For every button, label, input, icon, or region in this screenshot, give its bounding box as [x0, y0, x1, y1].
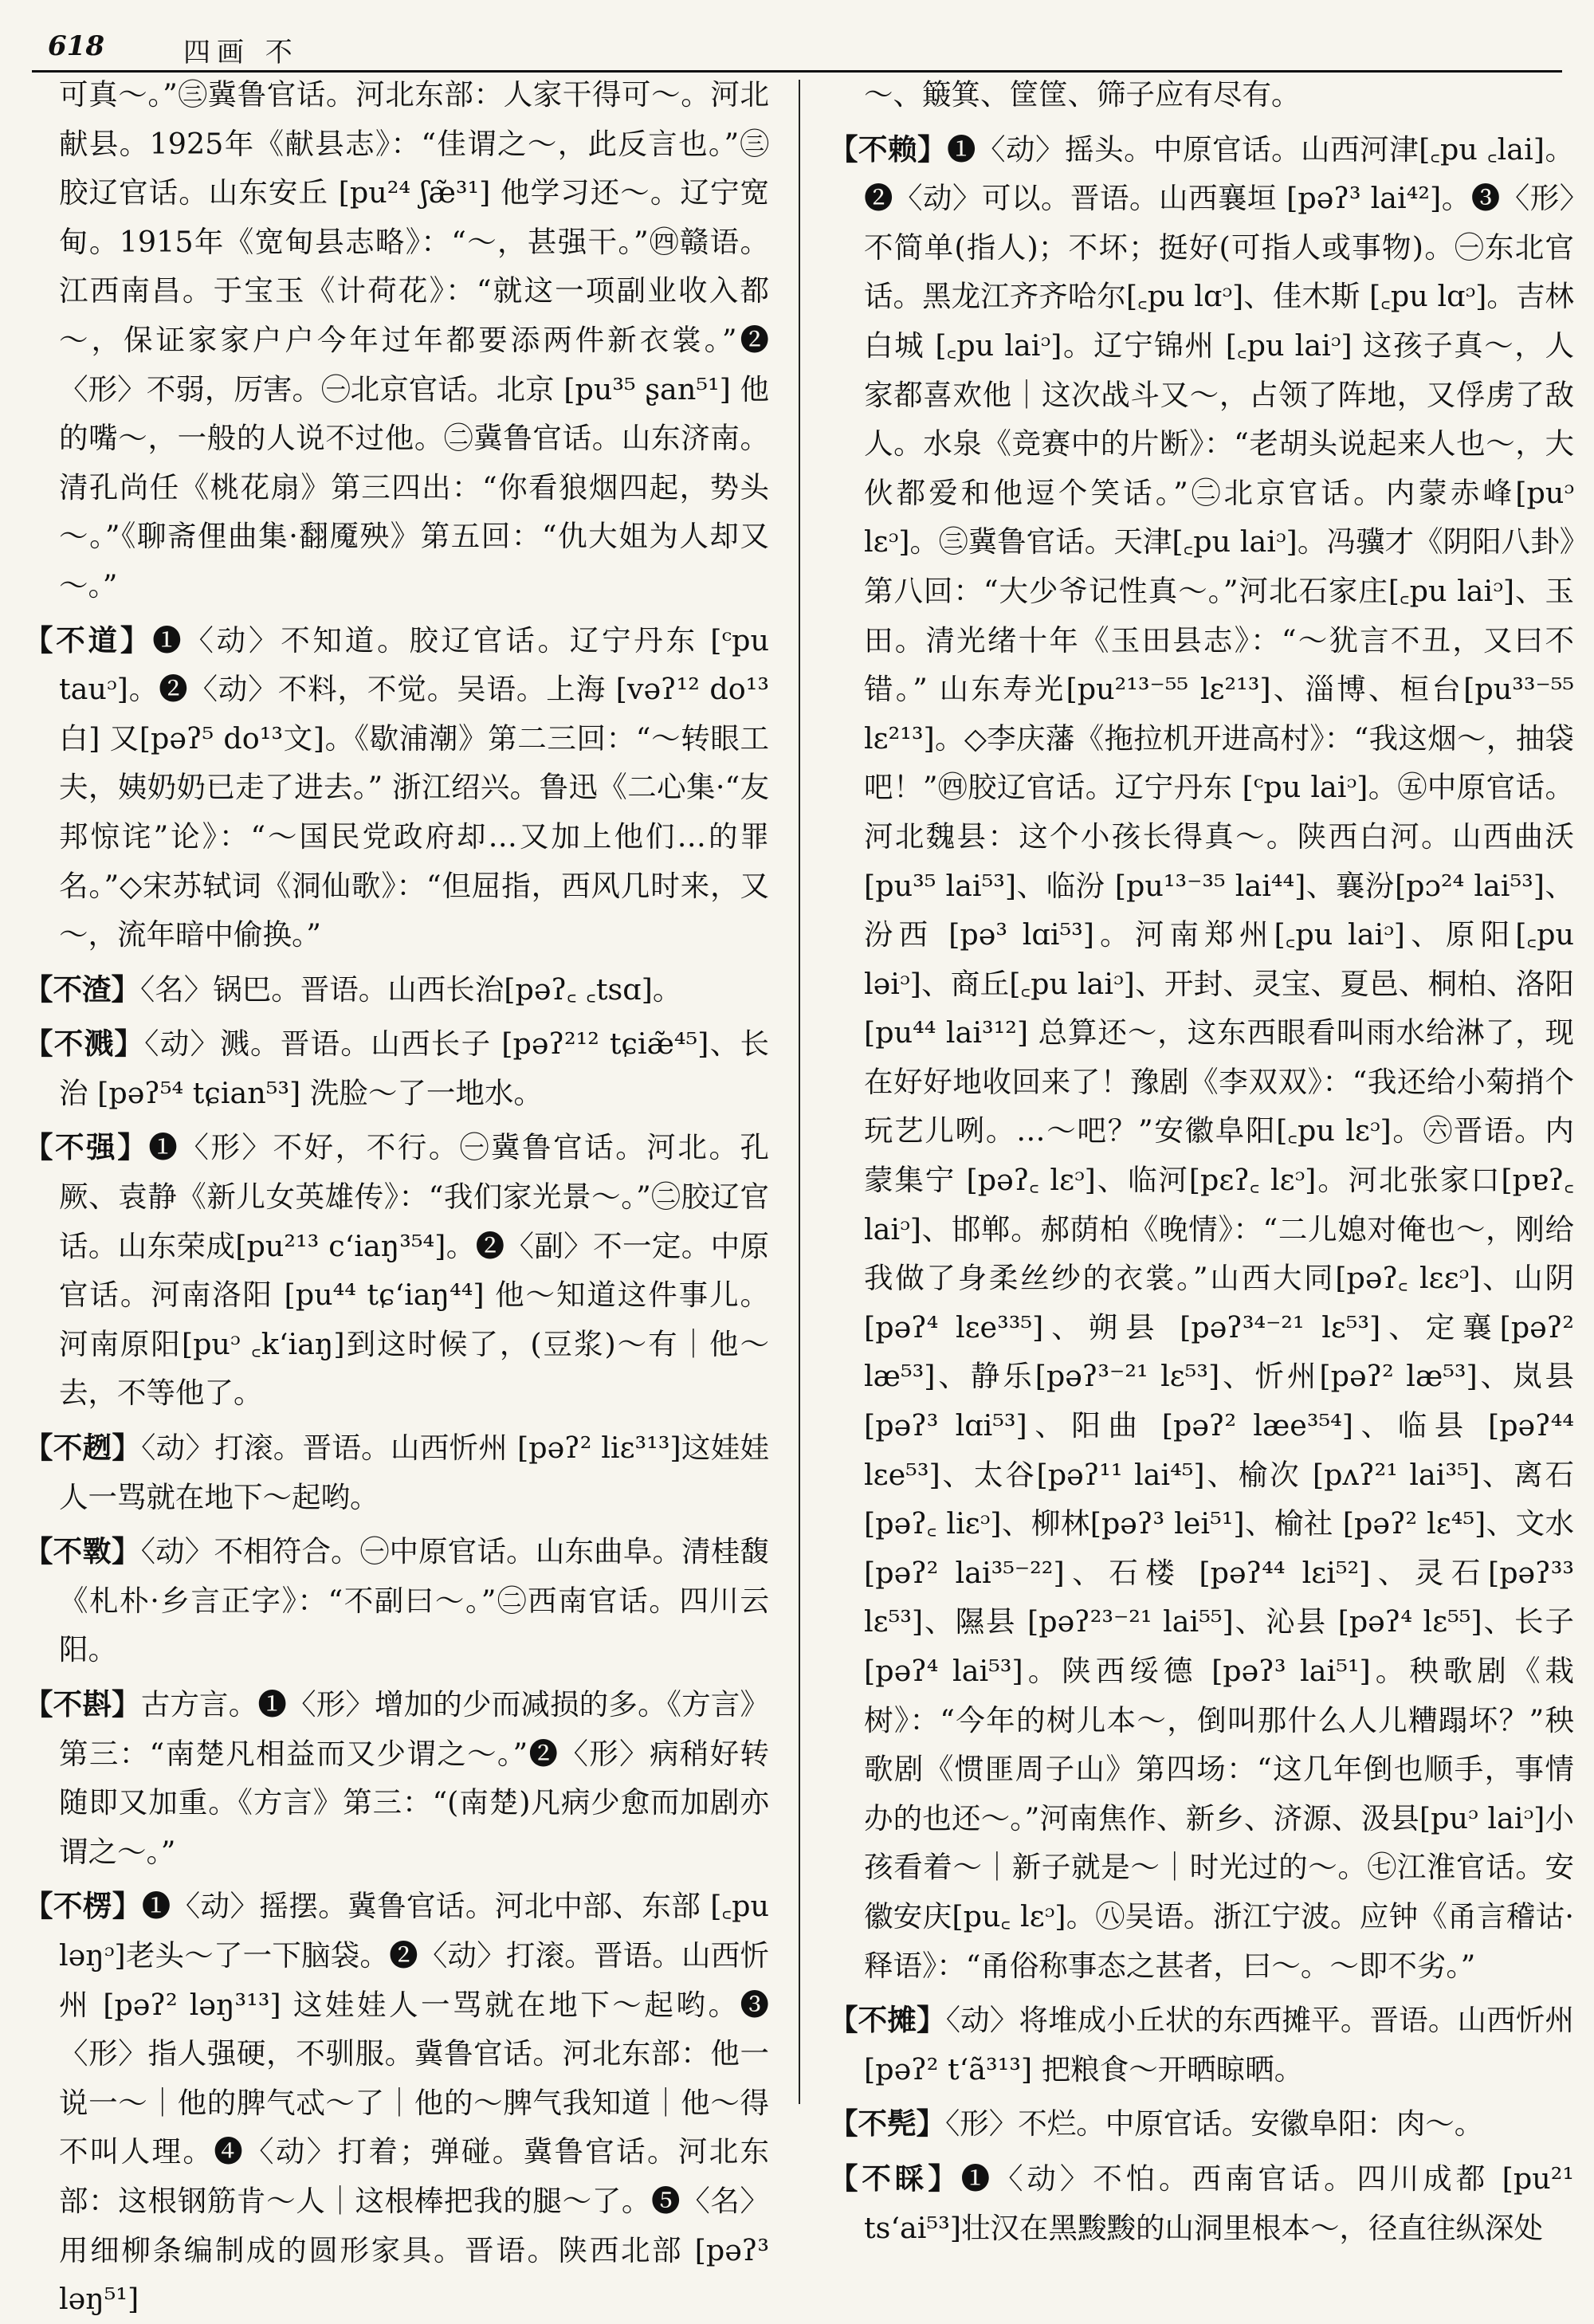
- dictionary-entry: [24, 1680, 769, 1876]
- dictionary-entry: [24, 1423, 769, 1521]
- entry-headword: 【不渣】: [24, 972, 140, 1007]
- dictionary-entry: [24, 1882, 769, 2323]
- section-heading: 四画 不: [183, 37, 299, 69]
- page-header: [32, 22, 1562, 73]
- entry-text: ❶〈动〉摇摆。冀鲁官话。河北中部、东部 [꜀pu ləŋᵓ]老头～了一下脑袋。❷〈动〉打滚。晋语。山西忻州 [pəʔ² ləŋ³¹³] 这娃娃人一骂就在地下～起哟。❸〈形〉指人强硬，不驯服。冀鲁官话。河北东部：他一说一～｜他的脾气忒～了｜他的～脾气我知道｜他～得不叫人理。❹〈动〉打着；弹碰。冀鲁官话。河北东部：这根钢筋肯～人｜这根棒把我的腿～了。❺〈名〉用细柳条编制成的圆形家具。晋语。陕西北部 [pəʔ³ ləŋ⁵¹]: [59, 1889, 770, 2317]
- entry-continuation: [829, 70, 1574, 120]
- entry-headword: 【不强】: [24, 1130, 149, 1165]
- entry-text: 〈动〉不相符合。㊀中原官话。山东曲阜。清桂馥《札朴·乡言正字》：“不副曰～。”㊁西南官话。四川云阳。: [59, 1534, 770, 1667]
- dictionary-entry: [24, 1123, 769, 1418]
- entry-headword: 【不睬】: [829, 2161, 961, 2196]
- entry-headword: 【不道】: [24, 622, 153, 658]
- entry-text: 〈动〉溅。晋语。山西长子 [pəʔ²¹² tɕiæ̃⁴⁵]、长治 [pəʔ⁵⁴ tɕian⁵³] 洗脸～了一地水。: [59, 1027, 769, 1110]
- entry-text: ❶〈动〉不知道。胶辽官话。辽宁丹东 [ᶜpu tauᵓ]。❷〈动〉不料，不觉。吴语。上海 [vəʔ¹² do¹³白] 又[pəʔ⁵ do¹³文]。《歇浦潮》第二三回：“～转眼工夫，姨奶奶已走了进去。” 浙江绍兴。鲁迅《二心集·“友邦惊诧”论》：“～国民党政府却…又加上他们…的罪名。”◇宋苏轼词《洞仙歌》：“但屈指，西风几时来，又～，流年暗中偷换。”: [59, 622, 769, 952]
- dictionary-entry: [24, 616, 769, 960]
- entry-text: ～、簸箕、筐筐、筛子应有尽有。: [864, 77, 1301, 112]
- dictionary-entry: [24, 1019, 769, 1117]
- right-column: [829, 70, 1575, 2245]
- dictionary-entry: [24, 1527, 769, 1674]
- entry-headword: 【不赖】: [829, 132, 948, 167]
- entry-text: 可真～。”㊂冀鲁官话。河北东部：人家干得可～。河北献县。1925年《献县志》：“佳谓之～，此反言也。”㊂胶辽官话。山东安丘 [pu²⁴ ʃæ̃³¹] 他学习还～。辽宁宽甸。1915年《宽甸县志略》：“～，甚强干。”㊃赣语。江西南昌。于宝玉《计荷花》：“就这一项副业收入都～，保证家家户户今年过年都要添两件新衣裳。”❷〈形〉不弱，厉害。㊀北京官话。北京 [pu³⁵ ʂan⁵¹] 他的嘴～，一般的人说不过他。㊁冀鲁官话。山东济南。清孔尚任《桃花扇》第三四出：“你看狼烟四起，势头～。”《聊斋俚曲集·翻魇殃》第五回：“仇大姐为人却又～。”: [59, 77, 769, 603]
- dictionary-entry: [829, 1996, 1574, 2094]
- entry-headword: 【不楞】: [24, 1889, 142, 1924]
- entry-text: ❶〈动〉摇头。中原官话。山西河津[꜀pu ꜀lai]。❷〈动〉可以。晋语。山西襄垣 [pəʔ³ lai⁴²]。❸〈形〉不简单(指人)；不坏；挺好(可指人或事物)。㊀东北官话。黑龙江齐齐哈尔[꜀pu lɑᵓ]、佳木斯 [꜀pu lɑᵓ]。吉林白城 [꜀pu laiᵓ]。辽宁锦州 [꜀pu laiᵓ] 这孩子真～，人家都喜欢他｜这次战斗又～，占领了阵地，又俘虏了敌人。水泉《竞赛中的片断》：“老胡头说起来人也～，大伙都爱和他逗个笑话。”㊁北京官话。内蒙赤峰[puᵓ lɛᵓ]。㊂冀鲁官话。天津[꜀pu laiᵓ]。冯骥才《阴阳八卦》第八回：“大少爷记性真～。”河北石家庄[꜀pu laiᵓ]、玉田。清光绪十年《玉田县志》：“～犹言不丑，又曰不错。” 山东寿光[pu²¹³⁻⁵⁵ lɛ²¹³]、淄博、桓台[pu³³⁻⁵⁵ lɛ²¹³]。◇李庆藩《拖拉机开进高村》：“我这烟～，抽袋吧！”㊃胶辽官话。辽宁丹东 [ᶜpu laiᵓ]。㊄中原官话。河北魏县：这个小孩长得真～。陕西白河。山西曲沃 [pu³⁵ lai⁵³]、临汾 [pu¹³⁻³⁵ lai⁴⁴]、襄汾[pɔ²⁴ lai⁵³]、汾西 [pə³ lɑi⁵³]。河南郑州[꜀pu laiᵓ]、原阳[꜀pu ləiᵓ]、商丘[꜀pu laiᵓ]、开封、灵宝、夏邑、桐柏、洛阳 [pu⁴⁴ lai³¹²] 总算还～，这东西眼看叫雨水给淋了，现在好好地收回来了！豫剧《李双双》：“我还给小菊捎个玩艺儿咧。…～吧？”安徽阜阳[꜀pu lɛᵓ]。㊅晋语。内蒙集宁 [pəʔ꜀ lɛᵓ]、临河[pɛʔ꜀ lɛᵓ]。河北张家口[pɐʔ꜀ laiᵓ]、邯郸。郝荫柏《晚情》：“二儿媳对俺也～，刚给我做了身柔丝纱的衣裳。”山西大同[pəʔ꜀ lɛɛᵓ]、山阴[pəʔ⁴ lɛe³³⁵]、朔县 [pəʔ³⁴⁻²¹ lɛ⁵³]、定襄[pəʔ² læ⁵³]、静乐[pəʔ³⁻²¹ lɛ⁵³]、忻州[pəʔ² læ⁵³]、岚县 [pəʔ³ lɑi⁵³]、阳曲 [pəʔ² læe³⁵⁴]、临县 [pəʔ⁴⁴ lɛe⁵³]、太谷[pəʔ¹¹ lai⁴⁵]、榆次 [pʌʔ²¹ lai³⁵]、离石[pəʔ꜀ liɛᵓ]、柳林[pəʔ³ lei⁵¹]、榆社 [pəʔ² lɛ⁴⁵]、文水 [pəʔ² lai³⁵⁻²²]、石楼 [pəʔ⁴⁴ lɛi⁵²]、灵石[pəʔ³³ lɛ⁵³]、隰县 [pəʔ²³⁻²¹ lai⁵⁵]、沁县 [pəʔ⁴ lɛ⁵⁵]、长子[pəʔ⁴ lai⁵³]。陕西绥德 [pəʔ³ lai⁵¹]。秧歌剧《栽树》：“今年的树儿本～，倒叫那什么人儿糟蹋坏？”秧歌剧《惯匪周子山》第四场：“这几年倒也顺手，事情办的也还～。”河南焦作、新乡、济源、汲县[puᵓ laiᵓ]小孩看着～｜新子就是～｜时光过的～。㊆江淮官话。安徽安庆[pu꜀ lɛᵓ]。㊇吴语。浙江宁波。应钟《甬言稽诂·释语》：“甬俗称事态之甚者，曰～。～即不劣。”: [864, 132, 1574, 1983]
- entry-text: 〈动〉打滚。晋语。山西忻州 [pəʔ² liɛ³¹³]这娃娃人一骂就在地下～起哟。: [59, 1431, 769, 1514]
- entry-text: ❶〈形〉不好，不行。㊀冀鲁官话。河北。孔厥、袁静《新儿女英雄传》：“我们家光景～。”㊁胶辽官话。山东荣成[pu²¹³ cʻiaŋ³⁵⁴]。❷〈副〉不一定。中原官话。河南洛阳 [pu⁴⁴ tɕʻiaŋ⁴⁴] 他～知道这件事儿。河南原阳[puᵓ ꜀kʻiaŋ]到这时候了，(豆浆)～有｜他～去，不等他了。: [59, 1130, 770, 1411]
- dictionary-entry: [829, 2099, 1574, 2149]
- entry-headword: 【不摊】: [829, 2003, 946, 2038]
- entry-text: 〈动〉将堆成小丘状的东西摊平。晋语。山西忻州 [pəʔ² tʻã³¹³] 把粮食～开晒晾晒。: [864, 2003, 1575, 2086]
- entry-headword: 【不溅】: [24, 1027, 145, 1062]
- dictionary-entry: [829, 125, 1574, 1991]
- dictionary-entry: [829, 2154, 1574, 2252]
- entry-headword: 【不趔】: [24, 1431, 142, 1466]
- entry-text: 古方言。❶〈形〉增加的少而减损的多。《方言》第三：“南楚凡相益而又少谓之～。”❷〈形〉病稍好转随即又加重。《方言》第三：“(南楚)凡病少愈而加剧亦谓之～。”: [59, 1687, 770, 1869]
- entry-headword: 【不髡】: [829, 2106, 945, 2141]
- entry-headword: 【不斁】: [24, 1534, 141, 1569]
- entry-text: ❶〈动〉不怕。西南官话。四川成都 [pu²¹ tsʻai⁵³]壮汉在黑黢黢的山洞里根本～，径直往纵深处: [864, 2161, 1574, 2245]
- entry-headword: 【不斟】: [24, 1687, 141, 1721]
- entry-text: 〈形〉不烂。中原官话。安徽阜阳：肉～。: [945, 2106, 1484, 2141]
- entry-continuation: [24, 70, 769, 610]
- left-column: [24, 70, 770, 2317]
- entry-text: 〈名〉锅巴。晋语。山西长治[pəʔ꜀ ꜀tsɑ]。: [140, 972, 682, 1007]
- page-number: 618: [48, 30, 104, 62]
- dictionary-entry: [24, 965, 769, 1015]
- column-divider: [799, 80, 800, 2104]
